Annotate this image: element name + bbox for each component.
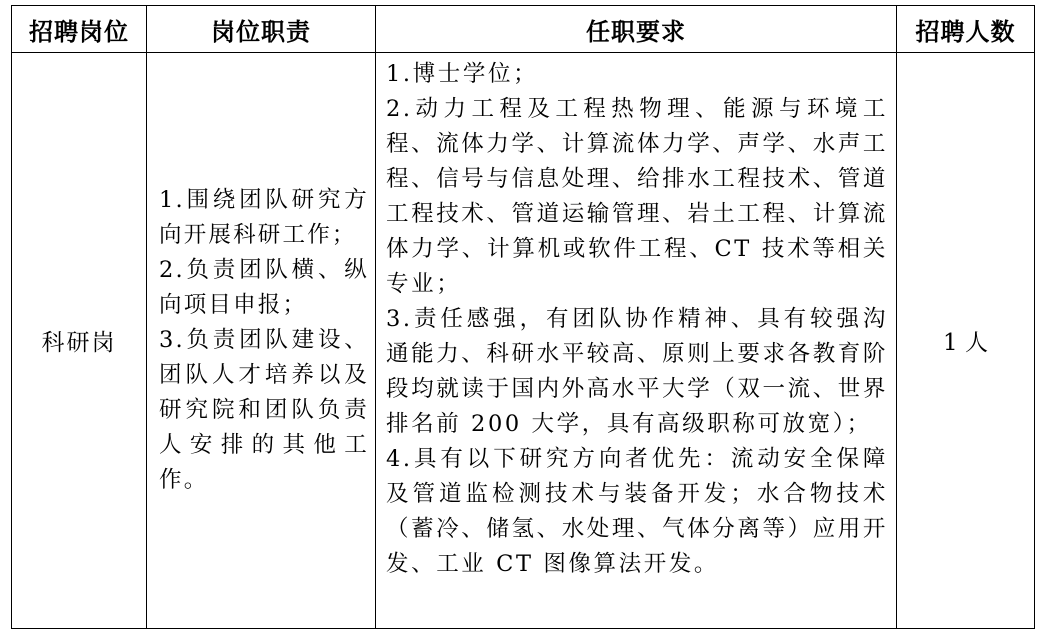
requirement-item: 2.动力工程及工程热物理、能源与环境工程、流体力学、计算流体力学、声学、水声工程、信号与信息处理、给排水工程技术、管道工程技术、管道运输管理、岩土工程、计算流体力学、计算机或软件工程、CT 技术等相关专业； (386, 96, 889, 297)
duties-cell (147, 53, 376, 629)
duty-item: 3.负责团队建设、团队人才培养以及研究院和团队负责人安排的其他工作。 (159, 327, 369, 493)
header-duties: 岗位职责 (147, 6, 376, 53)
requirement-item: 3.责任感强，有团队协作精神、具有较强沟通能力、科研水平较高、原则上要求各教育阶段均就读于国内外高水平大学（双一流、世界排名前 200 大学，具有高级职称可放宽）； (386, 306, 889, 437)
header-position: 招聘岗位 (12, 6, 147, 53)
table-row (12, 53, 1035, 629)
header-requirements: 任职要求 (376, 6, 897, 53)
requirement-item: 4.具有以下研究方向者优先：流动安全保障及管道监检测技术与装备开发；水合物技术（蓄冷、储氢、水处理、气体分离等）应用开发、工业 CT 图像算法开发。 (386, 446, 889, 577)
header-count: 招聘人数 (897, 6, 1035, 53)
requirement-item: 1.博士学位； (386, 61, 539, 87)
duty-item: 2.负责团队横、纵向项目申报； (159, 257, 369, 318)
position-cell: 科研岗 (12, 53, 147, 629)
header-row (12, 6, 1035, 53)
recruitment-table (11, 5, 1035, 629)
count-cell: 1 人 (897, 53, 1035, 629)
duty-item: 1.围绕团队研究方向开展科研工作； (159, 187, 369, 248)
requirements-cell (376, 53, 897, 629)
